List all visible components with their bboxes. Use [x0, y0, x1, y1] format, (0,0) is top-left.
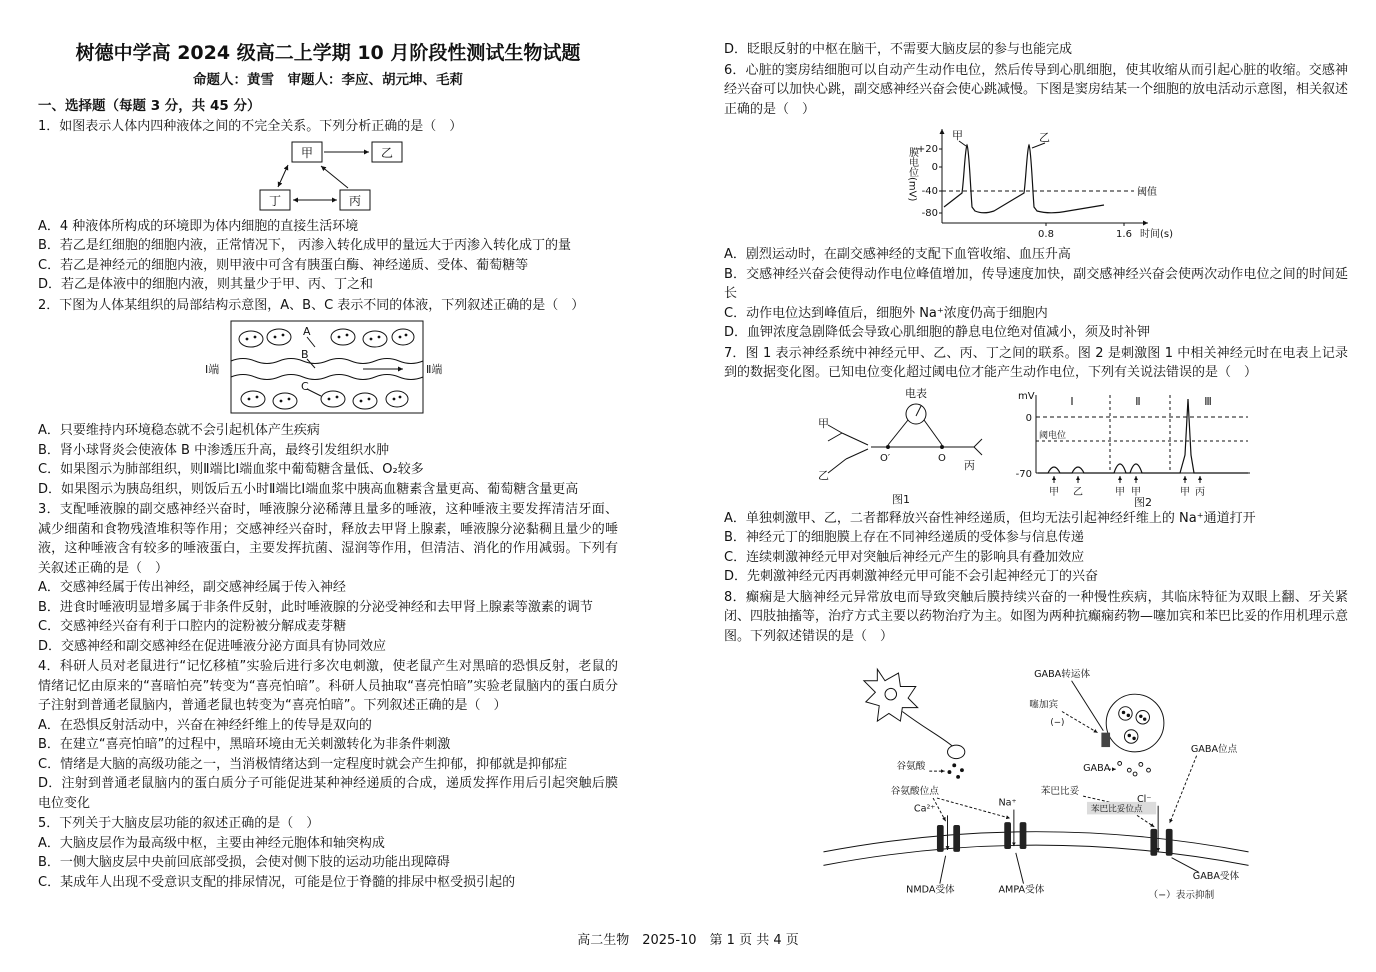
- q8-legend: （−）表示抑制: [1148, 890, 1215, 900]
- q7-fig2-stim1: 甲: [1048, 486, 1059, 498]
- page-footer: 高二生物 2025-10 第 1 页 共 4 页: [577, 933, 799, 948]
- q2-label-a: A: [303, 325, 311, 338]
- q8-gaba-terminal: [1106, 694, 1164, 752]
- q7-fig2-stimulus-arrows: [1054, 476, 1200, 483]
- q6-pointer-lines: [959, 141, 1045, 148]
- q8-gaba-label: GABA: [1083, 763, 1111, 775]
- q6-option-b: B．交感神经兴奋会使得动作电位峰值增加，传导速度加快，副交感神经兴奋会使两次动作电位之间的时间延长: [724, 266, 1348, 301]
- q7-option-c: C．连续刺激神经元甲对突触后神经元产生的影响具有叠加效应: [724, 549, 1085, 565]
- q8-na-label: Na⁺: [998, 797, 1017, 809]
- q6-ylabel: 膜电位(mV): [906, 147, 918, 202]
- q8-pointer-lines: [929, 681, 1198, 884]
- q5-option-d: D．眨眼反射的中枢在脑干，不需要大脑皮层的参与也能完成: [724, 42, 1073, 57]
- q5-option-a: A．大脑皮层作为最高级中枢，主要由神经元胞体和轴突构成: [38, 835, 385, 851]
- page-title: 树德中学高 2024 级高二上学期 10 月阶段性测试生物试题: [75, 42, 581, 64]
- q8-glutamate-site-label: 谷氨酸位点: [890, 786, 939, 798]
- q8-diagram: [724, 648, 1348, 900]
- q8-nmda-label: NMDA受体: [906, 884, 955, 896]
- q6-tick-0: 0: [931, 162, 938, 173]
- question-7: [724, 344, 1348, 587]
- q7-diagrams: [724, 385, 1348, 507]
- q7-fig1-label-bing: 丙: [963, 458, 975, 472]
- q4-option-c: C．情绪是大脑的高级功能之一，当消极情绪达到一定程度时就会产生抑郁，抑郁就是抑郁症: [38, 756, 568, 772]
- q7-fig2-axes: [1036, 395, 1250, 473]
- q7-fig1-caption: 图1: [891, 492, 910, 506]
- q6-option-c: C．动作电位达到峰值后，细胞外 Na⁺浓度仍高于细胞内: [724, 305, 1048, 321]
- q8-ca-label: Ca²⁺: [913, 803, 936, 815]
- q2-stem: 2．下图为人体某组织的局部结构示意图，A、B、C 表示不同的体液，下列叙述正确的是（ ）: [38, 297, 585, 313]
- q6-option-d: D．血钾浓度急剧降低会导致心肌细胞的静息电位绝对值减小，须及时补钾: [724, 325, 1151, 340]
- q5-stem: 5．下列关于大脑皮层功能的叙述正确的是（ ）: [38, 816, 320, 831]
- q7-fig2-tick-m70: -70: [1015, 468, 1032, 480]
- q3-stem: 3．支配唾液腺的副交感神经兴奋时，唾液腺分泌稀薄且量多的唾液，这种唾液主要发挥清洁牙面、减少细菌和食物残渣堆积等作用；交感神经兴奋时，释放去甲肾上腺素，唾液腺分泌黏稠且量少的唾液，这种唾液含有较多的唾液蛋白，主要发挥抗菌、湿润等作用，但清洁、消化的作用减弱。下列有关叙述正确的是（ ）: [38, 502, 618, 576]
- q8-synapse-figure: [810, 648, 1262, 900]
- question-2: [38, 296, 618, 500]
- question-4: [38, 657, 618, 813]
- q2-label-end1: Ⅰ端: [205, 363, 220, 376]
- q6-threshold-label: 阈值: [1137, 187, 1157, 198]
- q6-option-a: A．剧烈运动时，在副交感神经的支配下血管收缩、血压升高: [724, 247, 1071, 262]
- q8-inhibit-mark: (−): [1050, 717, 1065, 728]
- q1-body-fluids-figure: [226, 139, 431, 215]
- q8-postsynaptic-membrane: [823, 832, 1248, 866]
- q6-tick-p20: +20: [916, 144, 938, 155]
- q7-fig2-region2: Ⅱ: [1134, 394, 1141, 408]
- q7-fig1-meter-label: 电表: [904, 386, 927, 400]
- q3-option-a: A．交感神经属于传出神经，副交感神经属于传入神经: [38, 580, 346, 595]
- q6-xtick-08: 0.8: [1038, 229, 1054, 240]
- q8-receptor-shapes: [937, 822, 1173, 856]
- q1-option-d: D．若乙是体液中的细胞内液，则其量少于甲、丙、丁之和: [38, 277, 374, 292]
- q7-fig1-label-yi: 乙: [817, 468, 829, 482]
- q6-tick-m80: -80: [921, 208, 938, 219]
- q7-fig1-label-jia: 甲: [817, 416, 829, 430]
- q4-option-d: D．注射到普通老鼠脑内的蛋白质分子可能促进某种神经递质的合成，递质发挥作用后引起突触后膜电位变化: [38, 776, 618, 811]
- q7-fig1-label-o-prime: O′: [879, 452, 890, 464]
- q3-option-b: B．进食时唾液明显增多属于非条件反射，此时唾液腺的分泌受神经和去甲肾上腺素等激素的调节: [38, 599, 593, 615]
- q8-tiagabine-label: 噻加宾: [1029, 699, 1059, 711]
- q8-phenobarbital-label: 苯巴比妥: [1040, 786, 1080, 798]
- q6-stem: 6．心脏的窦房结细胞可以自动产生动作电位，然后传导到心肌细胞，使其收缩从而引起心脏的收缩。交感神经兴奋可以加快心跳，副交感神经兴奋会使心跳减慢。下图是窦房结某一个细胞的放电活动示意图，相关叙述正确的是（ ）: [724, 62, 1349, 117]
- q7-fig2-stim5: 甲: [1179, 486, 1190, 498]
- q1-stem: 1．如图表示人体内四种液体之间的不完全关系。下列分析正确的是（ ）: [38, 119, 463, 134]
- q7-fig1-drawing: [828, 404, 982, 473]
- q4-stem: 4．科研人员对老鼠进行“记忆移植”实验后进行多次电刺激，使老鼠产生对黑暗的恐惧反射，老鼠的情绪记忆由原来的“喜暗怕亮”转变为“喜亮怕暗”。科研人员抽取“喜亮怕暗”实验老鼠脑内的蛋白质分子注射到普通老鼠脑内，普通老鼠也转变为“喜亮怕暗”。下列叙述正确的是（ ）: [38, 659, 618, 713]
- q7-fig2-stim3: 甲: [1114, 486, 1125, 498]
- q1-label-jia: 甲: [300, 145, 313, 160]
- right-column: [724, 40, 1348, 902]
- q7-fig1-label-o: O: [937, 452, 946, 464]
- q7-stem: 7．图 1 表示神经系统中神经元甲、乙、丙、丁之间的联系。图 2 是刺激图 1 中相关神经元时在电表上记录到的数据变化图。已知电位变化超过阈电位才能产生动作电位，下列有关说法错误的是（ ）: [724, 345, 1348, 380]
- q7-fig2-unit: mV: [1017, 390, 1035, 402]
- q4-option-a: A．在恐惧反射活动中，兴奋在神经纤维上的传导是双向的: [38, 717, 372, 733]
- q7-fig2-caption: 图2: [1133, 495, 1152, 507]
- q8-ampa-label: AMPA受体: [998, 884, 1045, 896]
- question-6: [724, 61, 1348, 343]
- q1-label-bing: 丙: [348, 193, 361, 208]
- q2-label-end2: Ⅱ端: [426, 363, 443, 376]
- q8-gaba-site-label: GABA位点: [1190, 743, 1238, 755]
- q7-option-d: D．先刺激神经元丙再刺激神经元甲可能不会引起神经元丁的兴奋: [724, 569, 1099, 584]
- section-heading: 一、选择题（每题 3 分，共 45 分）: [38, 98, 261, 114]
- q1-option-a: A．4 种液体所构成的环境即为体内细胞的直接生活环境: [38, 218, 359, 234]
- q6-tick-m40: -40: [921, 186, 938, 197]
- q7-fig2-threshold: 阈电位: [1038, 430, 1066, 441]
- q2-option-b: B．肾小球肾炎会使液体 B 中渗透压升高，最终引发组织水肿: [38, 442, 390, 458]
- q6-label-jia: 甲: [952, 129, 963, 142]
- q7-fig2-region1: Ⅰ: [1069, 394, 1074, 408]
- q2-capillary: [231, 337, 423, 396]
- q4-option-b: B．在建立“喜亮怕暗”的过程中，黑暗环境由无关刺激转化为非条件刺激: [38, 737, 451, 752]
- q2-diagram: [38, 317, 618, 419]
- q7-fig2-stim6: 丙: [1194, 486, 1205, 498]
- left-column: [38, 40, 618, 892]
- q7-fig2-region3: Ⅲ: [1203, 394, 1212, 408]
- question-3: [38, 500, 618, 656]
- q2-label-c: C: [301, 380, 309, 393]
- q8-phenobarbital-site-label: 苯巴比妥位点: [1090, 804, 1143, 815]
- q1-diagram: [38, 139, 618, 215]
- q8-gaba-transporter-shape: [1101, 733, 1110, 747]
- q1-label-ding: 丁: [268, 193, 281, 208]
- q3-option-c: C．交感神经兴奋有利于口腔内的淀粉被分解成麦芽糖: [38, 619, 347, 634]
- q8-cl-label: Cl⁻: [1136, 793, 1152, 805]
- q8-gaba-transporter-label: GABA转运体: [1034, 668, 1091, 680]
- q1-option-c: C．若乙是神经元的细胞内液，则甲液中可含有胰蛋白酶、神经递质、受体、葡萄糖等: [38, 257, 529, 273]
- q6-trace: [944, 145, 1104, 213]
- q7-figure-2: [1002, 385, 1257, 507]
- q8-glutamate-label: 谷氨酸: [896, 761, 926, 773]
- q6-xtick-16: 1.6: [1116, 229, 1132, 240]
- q7-fig2-stim4: 甲: [1130, 486, 1141, 498]
- q6-action-potential-figure: [896, 121, 1176, 243]
- authors-line: 命题人：黄雪 审题人：李应、胡元坤、毛莉: [193, 72, 463, 88]
- q2-label-b: B: [301, 348, 309, 361]
- q8-presynaptic-neuron: [864, 669, 965, 758]
- question-1: [38, 117, 618, 295]
- q8-gaba-dots: [1118, 761, 1151, 775]
- q7-fig2-trace: [1038, 399, 1248, 473]
- q3-option-d: D．交感神经和副交感神经在促进唾液分泌方面具有协同效应: [38, 638, 387, 654]
- q1-option-b: B．若乙是红细胞的细胞内液，正常情况下， 丙渗入转化成甲的量远大于丙渗入转化成丁的量: [38, 238, 572, 253]
- q6-diagram: [724, 121, 1348, 243]
- q7-fig2-stim2: 乙: [1072, 486, 1083, 498]
- q1-label-yi: 乙: [380, 145, 393, 160]
- q8-gaba-receptor-label: GABA受体: [1192, 870, 1240, 882]
- q5-option-b: B．一侧大脑皮层中央前回底部受损，会使对侧下肢的运动功能出现障碍: [38, 855, 450, 870]
- q2-option-a: A．只要维持内环境稳态就不会引起机体产生疾病: [38, 423, 320, 438]
- q8-glutamate-dots: [948, 763, 964, 778]
- q6-label-yi: 乙: [1039, 131, 1050, 144]
- question-8: [724, 588, 1348, 901]
- question-5: [38, 814, 618, 892]
- q8-stem: 8．癫痫是大脑神经元异常放电而导致突触后膜持续兴奋的一种慢性疾病，其临床特征为双眼上翻、牙关紧闭、四肢抽搐等，治疗方式主要以药物治疗为主。如图为两种抗癫痫药物—噻加宾和苯巴比妥的作用机理示意图。下列叙述错误的是（ ）: [724, 589, 1349, 644]
- q7-fig2-tick-0: 0: [1025, 412, 1032, 424]
- q2-option-d: D．如果图示为胰岛组织，则饭后五小时Ⅱ端比Ⅰ端血浆中胰高血糖素含量更高、葡萄糖含量更高: [38, 481, 579, 497]
- q7-option-b: B．神经元丁的细胞膜上存在不同神经递质的受体参与信息传递: [724, 530, 1084, 545]
- q7-figure-1: [816, 385, 986, 507]
- q5-option-c: C．某成年人出现不受意识支配的排尿情况，可能是位于脊髓的排尿中枢受损引起的: [38, 874, 516, 890]
- q2-option-c: C．如果图示为肺部组织，则Ⅱ端比Ⅰ端血浆中葡萄糖含量低、O₂较多: [38, 462, 424, 477]
- q2-tissue-figure: [203, 317, 453, 419]
- q7-option-a: A．单独刺激甲、乙，二者都释放兴奋性神经递质，但均无法引起神经纤维上的 Na⁺通道打开: [724, 510, 1256, 526]
- q6-xlabel: 时间(s): [1140, 229, 1174, 240]
